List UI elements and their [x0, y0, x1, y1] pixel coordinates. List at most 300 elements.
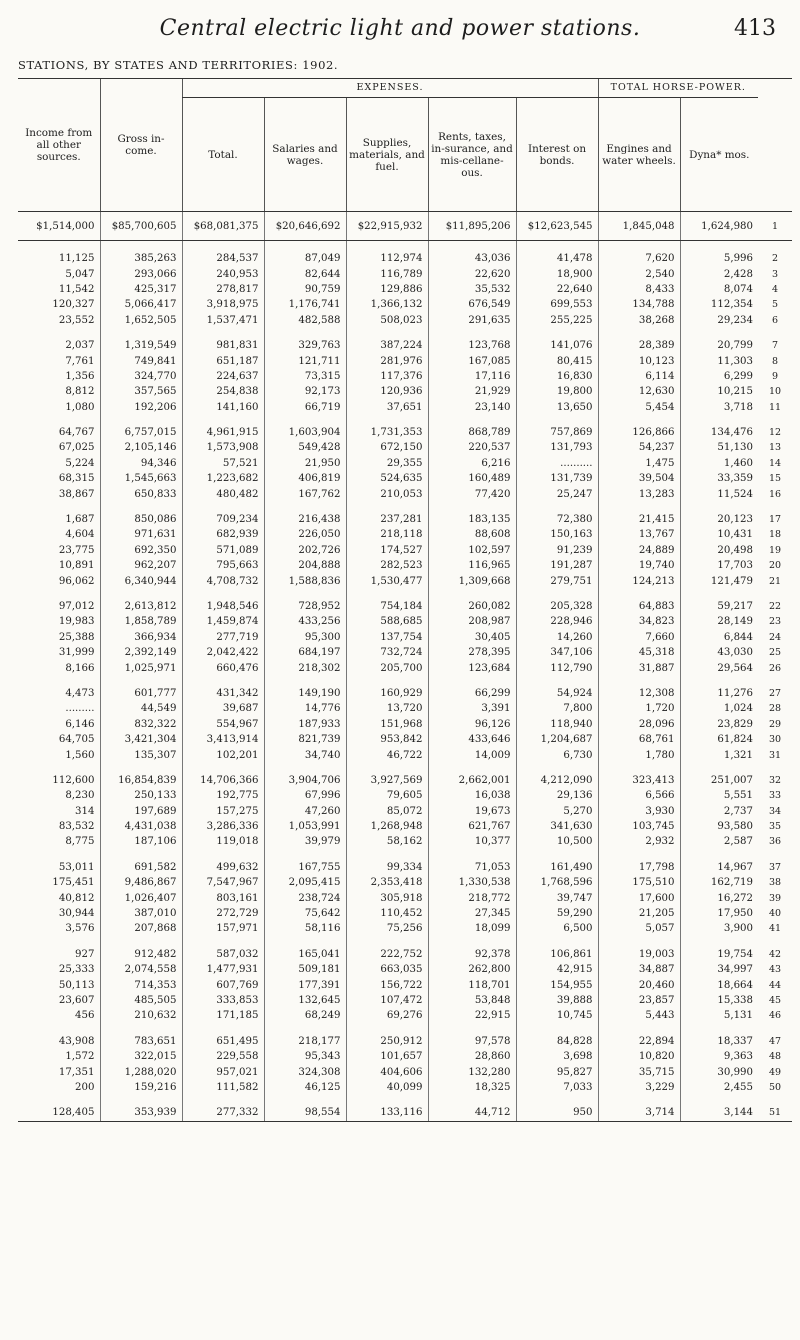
spacer-cell — [598, 937, 680, 947]
spacer-cell — [18, 676, 100, 686]
table-cell: 37,651 — [346, 400, 428, 415]
table-cell: 19,003 — [598, 947, 680, 962]
spacer-cell — [758, 415, 792, 425]
row-number: 27 — [768, 687, 782, 699]
table-cell: 2,662,001 — [428, 773, 516, 788]
table-cell: 3,229 — [598, 1080, 680, 1095]
spacer-cell — [18, 1024, 100, 1034]
spacer-cell — [680, 589, 758, 599]
table-cell: 161,490 — [516, 860, 598, 875]
table-cell: 29,355 — [346, 456, 428, 471]
table-row — [18, 686, 792, 701]
table-row — [18, 512, 792, 527]
table-cell: 94,346 — [100, 456, 182, 471]
table-cell: 59,217 — [680, 599, 758, 614]
table-cell: 39,888 — [516, 993, 598, 1008]
table-cell: 167,085 — [428, 353, 516, 368]
table-cell: 554,967 — [182, 717, 264, 732]
table-cell: 1,176,741 — [264, 297, 346, 312]
table-cell: 43,036 — [428, 251, 516, 266]
table-cell: 6,757,015 — [100, 425, 182, 440]
col-gross-income: Gross in-come. — [100, 79, 182, 212]
table-cell: 3,904,706 — [264, 773, 346, 788]
spacer-cell — [516, 676, 598, 686]
spacer-cell — [346, 1095, 428, 1105]
table-cell: 1,845,048 — [598, 212, 680, 241]
table-cell: 129,886 — [346, 282, 428, 297]
table-cell: 218,772 — [428, 890, 516, 905]
row-number: 48 — [768, 1051, 782, 1063]
table-cell: 116,965 — [428, 558, 516, 573]
table-row — [18, 599, 792, 614]
table-cell: 2,587 — [680, 834, 758, 849]
table-cell: 200 — [75, 1081, 95, 1093]
table-cell: 80,415 — [516, 353, 598, 368]
spacer-cell — [516, 1095, 598, 1105]
col-income-other: Income from all other sources. — [18, 79, 100, 212]
table-cell: 588,685 — [346, 614, 428, 629]
spacer-cell — [264, 1024, 346, 1034]
row-number: 51 — [758, 1105, 792, 1121]
table-cell: 549,428 — [264, 440, 346, 455]
row-number: 1 — [758, 212, 792, 241]
table-cell: 25,247 — [516, 486, 598, 501]
table-cell: 1,204,687 — [516, 732, 598, 747]
spacer-cell — [18, 241, 100, 252]
spacer-cell — [680, 502, 758, 512]
table-cell: 1,366,132 — [346, 297, 428, 312]
row-number: 10 — [768, 386, 782, 398]
table-cell: 23,140 — [428, 400, 516, 415]
row-number: 28 — [768, 703, 782, 715]
spacer-cell — [428, 328, 516, 338]
row-number: 19 — [768, 544, 782, 556]
spacer-cell — [516, 502, 598, 512]
table-cell: 238,724 — [264, 890, 346, 905]
table-cell: 10,745 — [516, 1008, 598, 1023]
table-cell: 91,239 — [516, 543, 598, 558]
table-cell: 406,819 — [264, 471, 346, 486]
spacer-cell — [680, 415, 758, 425]
table-cell: 663,035 — [346, 962, 428, 977]
page-number: 413 — [734, 16, 776, 41]
table-cell: 95,300 — [264, 630, 346, 645]
table-cell: 13,283 — [598, 486, 680, 501]
spacer-cell — [100, 937, 182, 947]
table-row — [18, 266, 792, 281]
table-cell: 1,545,663 — [100, 471, 182, 486]
table-cell: 682,939 — [182, 527, 264, 542]
group-spacer — [18, 589, 792, 599]
spacer-cell — [758, 1024, 792, 1034]
table-cell: 728,952 — [264, 599, 346, 614]
table-cell: 254,838 — [182, 384, 264, 399]
table-cell: 621,767 — [428, 819, 516, 834]
table-cell: 3,576 — [65, 923, 95, 935]
row-number: 13 — [768, 442, 782, 454]
table-cell: $20,646,692 — [264, 212, 346, 241]
table-cell: 4,961,915 — [182, 425, 264, 440]
table-cell: 8,230 — [65, 790, 95, 802]
table-cell: 222,752 — [346, 947, 428, 962]
table-cell: 1,053,991 — [264, 819, 346, 834]
spacer-cell — [598, 1024, 680, 1034]
table-cell: 22,620 — [428, 266, 516, 281]
table-cell: 97,578 — [428, 1034, 516, 1049]
table-cell: 10,377 — [428, 834, 516, 849]
table-cell: 226,050 — [264, 527, 346, 542]
table-cell: 61,824 — [680, 732, 758, 747]
row-number: 12 — [768, 427, 782, 439]
table-cell: 28,389 — [598, 338, 680, 353]
table-cell: 192,775 — [182, 788, 264, 803]
table-cell: 43,908 — [58, 1035, 95, 1047]
table-cell: 20,460 — [598, 977, 680, 992]
row-number: 32 — [768, 774, 782, 786]
table-cell: 240,953 — [182, 266, 264, 281]
col-interest: Interest on bonds. — [516, 98, 598, 212]
table-cell: 134,788 — [598, 297, 680, 312]
table-cell: 587,032 — [182, 947, 264, 962]
table-cell: 1,223,682 — [182, 471, 264, 486]
col-total: Total. — [182, 98, 264, 212]
table-cell: 175,451 — [52, 877, 95, 889]
table-cell: 19,800 — [516, 384, 598, 399]
table-row — [18, 456, 792, 471]
table-cell: 1,330,538 — [428, 875, 516, 890]
table-cell: 1,537,471 — [182, 313, 264, 328]
table-cell: 111,582 — [182, 1080, 264, 1095]
table-cell: 927 — [75, 948, 95, 960]
table-cell: 13,720 — [346, 701, 428, 716]
spacer-cell — [516, 328, 598, 338]
spacer-cell — [680, 241, 758, 252]
table-body — [18, 212, 792, 1122]
table-cell: 482,588 — [264, 313, 346, 328]
table-row — [18, 251, 792, 266]
spacer-cell — [598, 850, 680, 860]
table-cell: 1,560 — [65, 749, 95, 761]
table-cell: 174,527 — [346, 543, 428, 558]
table-cell: 3,421,304 — [100, 732, 182, 747]
spacer-cell — [264, 328, 346, 338]
spacer-cell — [182, 937, 264, 947]
table-cell: 323,413 — [598, 773, 680, 788]
col-group-expenses: EXPENSES. — [182, 79, 598, 98]
table-cell: 3,286,336 — [182, 819, 264, 834]
table-cell: 64,767 — [58, 427, 95, 439]
spacer-cell — [346, 1024, 428, 1034]
row-number: 7 — [772, 340, 779, 352]
spacer-cell — [182, 415, 264, 425]
table-cell: 30,990 — [680, 1064, 758, 1079]
table-cell: 6,146 — [65, 718, 95, 730]
table-cell: 118,940 — [516, 717, 598, 732]
table-cell: 7,033 — [516, 1080, 598, 1095]
spacer-cell — [758, 1095, 792, 1105]
spacer-cell — [264, 589, 346, 599]
row-number: 38 — [768, 877, 782, 889]
table-cell: 23,857 — [598, 993, 680, 1008]
table-cell: 714,353 — [100, 977, 182, 992]
table-cell: 8,074 — [680, 282, 758, 297]
table-cell: 18,099 — [428, 921, 516, 936]
table-cell: 691,582 — [100, 860, 182, 875]
table-cell: 950 — [516, 1105, 598, 1121]
table-cell: 160,929 — [346, 686, 428, 701]
row-number: 2 — [772, 253, 779, 265]
table-cell: 262,800 — [428, 962, 516, 977]
table-cell: 28,149 — [680, 614, 758, 629]
spacer-cell — [264, 850, 346, 860]
table-cell: 1,459,874 — [182, 614, 264, 629]
table-cell: 18,325 — [428, 1080, 516, 1095]
spacer-cell — [758, 676, 792, 686]
table-row — [18, 921, 792, 936]
table-row — [18, 282, 792, 297]
spacer-cell — [100, 1095, 182, 1105]
table-cell: 2,037 — [65, 340, 95, 352]
table-cell: 3,918,975 — [182, 297, 264, 312]
table-cell: 7,620 — [598, 251, 680, 266]
col-group-horsepower: TOTAL HORSE-POWER. — [598, 79, 758, 98]
table-row — [18, 788, 792, 803]
table-cell: 30,944 — [58, 908, 95, 920]
spacer-cell — [346, 241, 428, 252]
group-spacer — [18, 328, 792, 338]
table-cell: 9,486,867 — [100, 875, 182, 890]
table-cell: 12,630 — [598, 384, 680, 399]
table-cell: 58,162 — [346, 834, 428, 849]
table-cell: 16,830 — [516, 369, 598, 384]
table-cell: 228,946 — [516, 614, 598, 629]
spacer-cell — [428, 763, 516, 773]
table-cell: $68,081,375 — [182, 212, 264, 241]
row-number: 37 — [768, 861, 782, 873]
table-cell: 14,776 — [264, 701, 346, 716]
table-cell: 103,745 — [598, 819, 680, 834]
table-cell: 85,072 — [346, 804, 428, 819]
table-cell: 957,021 — [182, 1064, 264, 1079]
table-cell: 1,356 — [65, 370, 95, 382]
table-cell: 1,319,549 — [100, 338, 182, 353]
table-cell: 39,504 — [598, 471, 680, 486]
table-cell: 14,967 — [680, 860, 758, 875]
table-cell: 8,433 — [598, 282, 680, 297]
table-cell: 134,476 — [680, 425, 758, 440]
table-row — [18, 425, 792, 440]
table-cell: 23,607 — [58, 994, 95, 1006]
table-cell: 38,268 — [598, 313, 680, 328]
spacer-cell — [598, 502, 680, 512]
spacer-cell — [758, 241, 792, 252]
spacer-cell — [516, 241, 598, 252]
table-row — [18, 573, 792, 588]
table-cell: 357,565 — [100, 384, 182, 399]
spacer-cell — [182, 763, 264, 773]
table-row — [18, 1080, 792, 1095]
table-cell: 150,163 — [516, 527, 598, 542]
table-cell: 6,730 — [516, 747, 598, 762]
table-cell: 23,829 — [680, 717, 758, 732]
table-cell: 684,197 — [264, 645, 346, 660]
table-cell: 672,150 — [346, 440, 428, 455]
table-cell: 92,173 — [264, 384, 346, 399]
table-cell: 54,924 — [516, 686, 598, 701]
table-cell: 277,332 — [182, 1105, 264, 1121]
table-cell: 107,472 — [346, 993, 428, 1008]
row-number: 21 — [768, 575, 782, 587]
table-cell: 480,482 — [182, 486, 264, 501]
spacer-cell — [680, 763, 758, 773]
row-number: 29 — [768, 718, 782, 730]
table-cell: 1,780 — [598, 747, 680, 762]
spacer-cell — [182, 676, 264, 686]
statistics-table — [18, 78, 792, 1122]
spacer-cell — [346, 850, 428, 860]
row-number: 6 — [772, 314, 779, 326]
table-cell: 71,053 — [428, 860, 516, 875]
spacer-cell — [680, 1024, 758, 1034]
table-cell: 40,812 — [58, 892, 95, 904]
spacer-cell — [428, 1024, 516, 1034]
table-cell: 13,767 — [598, 527, 680, 542]
table-cell: 272,729 — [182, 906, 264, 921]
table-cell: 499,632 — [182, 860, 264, 875]
table-row — [18, 860, 792, 875]
table-cell: 1,026,407 — [100, 890, 182, 905]
table-cell: 11,542 — [58, 283, 95, 295]
table-cell: 251,007 — [680, 773, 758, 788]
table-cell: 1,475 — [598, 456, 680, 471]
table-cell: 971,631 — [100, 527, 182, 542]
table-cell: 322,015 — [100, 1049, 182, 1064]
table-cell: 795,663 — [182, 558, 264, 573]
table-cell: 38,867 — [58, 488, 95, 500]
table-cell: 46,722 — [346, 747, 428, 762]
spacer-cell — [598, 328, 680, 338]
table-cell: 4,604 — [65, 529, 95, 541]
table-cell: 205,328 — [516, 599, 598, 614]
table-cell: 112,790 — [516, 660, 598, 675]
table-cell: 21,415 — [598, 512, 680, 527]
table-cell: 1,731,353 — [346, 425, 428, 440]
table-cell: 832,322 — [100, 717, 182, 732]
table-cell: 2,353,418 — [346, 875, 428, 890]
page-title: Central electric light and power stations. — [159, 16, 641, 41]
table-cell: 699,553 — [516, 297, 598, 312]
table-cell: 11,276 — [680, 686, 758, 701]
spacer-cell — [182, 328, 264, 338]
table-row — [18, 717, 792, 732]
spacer-cell — [182, 1024, 264, 1034]
table-cell: 66,299 — [428, 686, 516, 701]
table-cell: 44,712 — [428, 1105, 516, 1121]
spacer-cell — [264, 937, 346, 947]
spacer-cell — [516, 937, 598, 947]
table-cell: $85,700,605 — [100, 212, 182, 241]
table-row — [18, 353, 792, 368]
spacer-cell — [346, 328, 428, 338]
table-cell: 17,798 — [598, 860, 680, 875]
table-row — [18, 1049, 792, 1064]
spacer-cell — [516, 415, 598, 425]
table-cell: 202,726 — [264, 543, 346, 558]
table-cell: 54,237 — [598, 440, 680, 455]
table-cell: 29,564 — [680, 660, 758, 675]
table-cell: 22,894 — [598, 1034, 680, 1049]
table-cell: 68,315 — [58, 473, 95, 485]
row-number: 35 — [768, 821, 782, 833]
spacer-cell — [346, 676, 428, 686]
table-cell: 255,225 — [516, 313, 598, 328]
row-number: 5 — [772, 299, 779, 311]
table-row — [18, 369, 792, 384]
table-cell: 1,025,971 — [100, 660, 182, 675]
table-row — [18, 1034, 792, 1049]
table-cell: 2,428 — [680, 266, 758, 281]
running-header — [18, 12, 782, 48]
table-row — [18, 660, 792, 675]
spacer-cell — [100, 328, 182, 338]
group-spacer — [18, 763, 792, 773]
table-cell: 98,554 — [264, 1105, 346, 1121]
table-cell: 1,080 — [65, 401, 95, 413]
spacer-cell — [100, 1024, 182, 1034]
table-cell: $22,915,932 — [346, 212, 428, 241]
table-cell: 83,532 — [58, 821, 95, 833]
table-cell: 218,177 — [264, 1034, 346, 1049]
table-cell: 165,041 — [264, 947, 346, 962]
table-row — [18, 747, 792, 762]
table-cell: 160,489 — [428, 471, 516, 486]
spacer-cell — [18, 1095, 100, 1105]
row-number: 23 — [768, 616, 782, 628]
table-cell: 141,160 — [182, 400, 264, 415]
table-cell: 16,854,839 — [100, 773, 182, 788]
table-row — [18, 297, 792, 312]
table-cell: 433,256 — [264, 614, 346, 629]
spacer-cell — [346, 763, 428, 773]
row-number: 16 — [768, 488, 782, 500]
table-cell: 6,216 — [428, 456, 516, 471]
row-number: 49 — [768, 1066, 782, 1078]
table-cell: 324,308 — [264, 1064, 346, 1079]
spacer-cell — [598, 241, 680, 252]
table-cell: 754,184 — [346, 599, 428, 614]
table-cell: 821,739 — [264, 732, 346, 747]
table-row — [18, 732, 792, 747]
table-cell: 124,213 — [598, 573, 680, 588]
table-row — [18, 875, 792, 890]
table-cell: 210,632 — [100, 1008, 182, 1023]
table-cell: 33,359 — [680, 471, 758, 486]
table-cell: 28,096 — [598, 717, 680, 732]
table-cell: 19,983 — [58, 616, 95, 628]
table-row — [18, 701, 792, 716]
table-cell: 11,524 — [680, 486, 758, 501]
table-cell: 112,974 — [346, 251, 428, 266]
table-cell: 157,275 — [182, 804, 264, 819]
table-cell: 69,276 — [346, 1008, 428, 1023]
table-cell: 3,927,569 — [346, 773, 428, 788]
row-number: 41 — [768, 923, 782, 935]
table-cell: 5,224 — [65, 457, 95, 469]
spacer-cell — [598, 1095, 680, 1105]
table-cell: 1,572 — [65, 1051, 95, 1063]
spacer-cell — [680, 1095, 758, 1105]
table-cell: 571,089 — [182, 543, 264, 558]
